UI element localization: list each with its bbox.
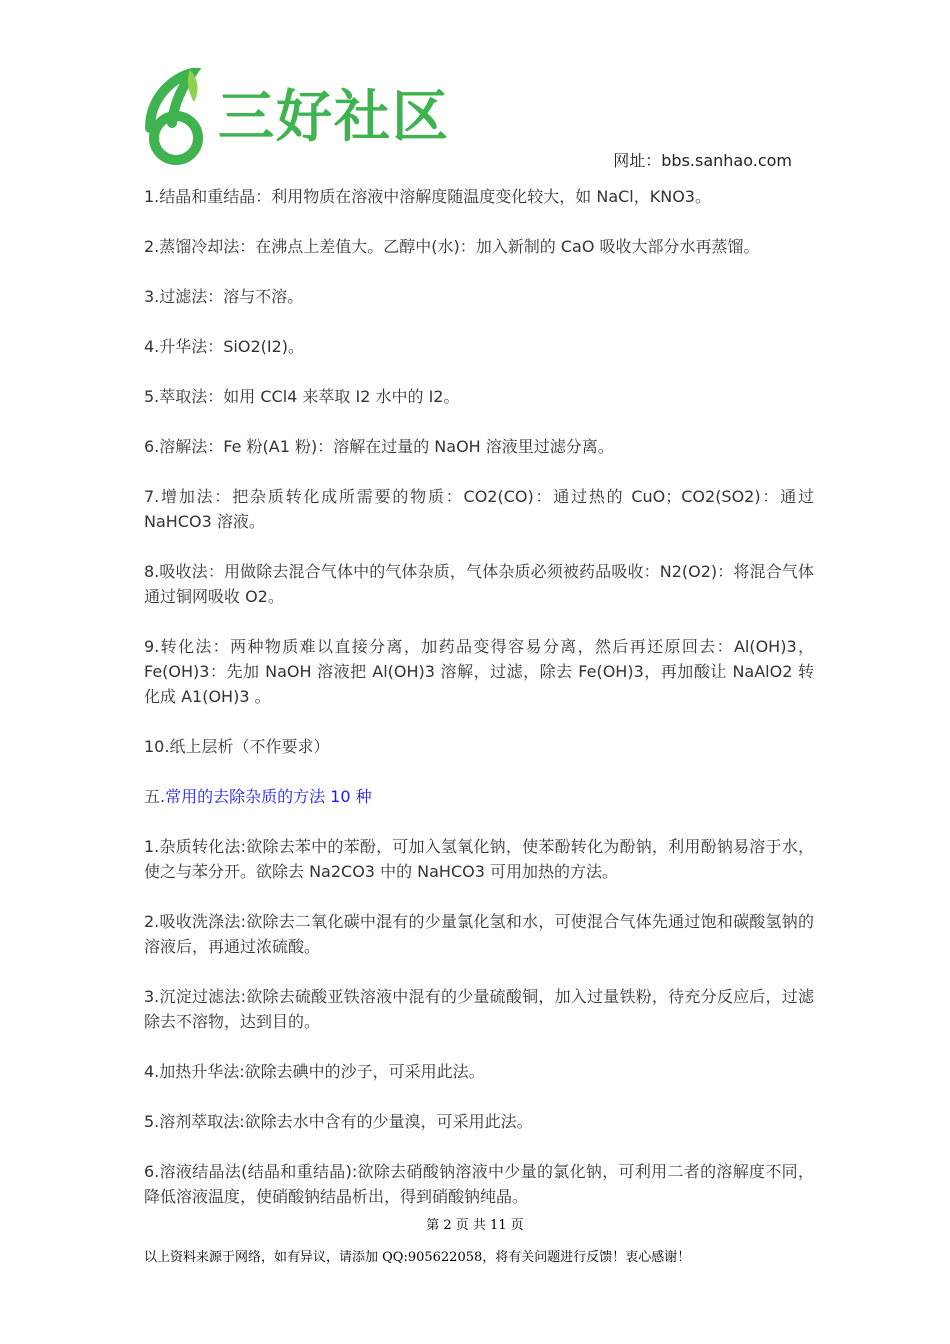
section-number: 五. bbox=[144, 787, 166, 806]
paragraph: 1.结晶和重结晶：利用物质在溶液中溶解度随温度变化较大，如 NaCl，KNO3。 bbox=[144, 187, 711, 206]
paragraph: 8.吸收法：用做除去混合气体中的气体杂质，气体杂质必须被药品吸收：N2(O2)：将混合气体通过铜网吸收 O2。 bbox=[144, 562, 814, 606]
page-number: 第 2 页 共 11 页 bbox=[426, 1218, 524, 1233]
paragraph: 3.沉淀过滤法:欲除去硫酸亚铁溶液中混有的少量硫酸铜，加入过量铁粉，待充分反应后，过滤除去不溶物，达到目的。 bbox=[144, 987, 814, 1031]
site-url: 网址：bbs.sanhao.com bbox=[613, 151, 792, 170]
logo-leaf-icon bbox=[142, 68, 222, 168]
paragraph: 1.杂质转化法:欲除去苯中的苯酚，可加入氢氧化钠，使苯酚转化为酚钠，利用酚钠易溶于水，使之与苯分开。欲除去 Na2CO3 中的 NaHCO3 可用加热的方法。 bbox=[144, 837, 814, 881]
paragraph: 2.吸收洗涤法:欲除去二氧化碳中混有的少量氯化氢和水，可使混合气体先通过饱和碳酸氢钠的溶液后，再通过浓硫酸。 bbox=[144, 912, 814, 956]
paragraph: 4.升华法：SiO2(I2)。 bbox=[144, 337, 305, 356]
paragraph: 7.增加法：把杂质转化成所需要的物质：CO2(CO)：通过热的 CuO；CO2(SO2)：通过 NaHCO3 溶液。 bbox=[144, 487, 814, 531]
footer-note: 以上资料来源于网络，如有异议，请添加 QQ:905622058，将有关问题进行反馈！衷心感谢！ bbox=[144, 1250, 691, 1265]
document-body bbox=[144, 184, 814, 1234]
paragraph: 5.萃取法：如用 CCl4 来萃取 I2 水中的 I2。 bbox=[144, 387, 460, 406]
paragraph: 4.加热升华法:欲除去碘中的沙子，可采用此法。 bbox=[144, 1062, 485, 1081]
paragraph: 6.溶解法：Fe 粉(A1 粉)：溶解在过量的 NaOH 溶液里过滤分离。 bbox=[144, 437, 614, 456]
paragraph: 3.过滤法：溶与不溶。 bbox=[144, 287, 304, 306]
site-logo bbox=[142, 68, 450, 168]
paragraph: 9.转化法：两种物质难以直接分离，加药品变得容易分离，然后再还原回去：Al(OH)3，Fe(OH)3：先加 NaOH 溶液把 Al(OH)3 溶解，过滤，除去 Fe(OH)3，再加酸让 NaAlO2 转化成 A1(OH)3 。 bbox=[144, 637, 814, 706]
paragraph: 2.蒸馏冷却法：在沸点上差值大。乙醇中(水)：加入新制的 CaO 吸收大部分水再蒸馏。 bbox=[144, 237, 760, 256]
logo-text: 三好社区 bbox=[218, 85, 450, 150]
paragraph: 6.溶液结晶法(结晶和重结晶):欲除去硝酸钠溶液中少量的氯化钠，可利用二者的溶解度不同，降低溶液温度，使硝酸钠结晶析出，得到硝酸钠纯晶。 bbox=[144, 1162, 814, 1206]
paragraph: 10.纸上层析（不作要求） bbox=[144, 737, 330, 756]
section-title: 常用的去除杂质的方法 10 种 bbox=[165, 787, 372, 806]
section-heading bbox=[144, 784, 814, 809]
paragraph: 5.溶剂萃取法:欲除去水中含有的少量溴，可采用此法。 bbox=[144, 1112, 533, 1131]
